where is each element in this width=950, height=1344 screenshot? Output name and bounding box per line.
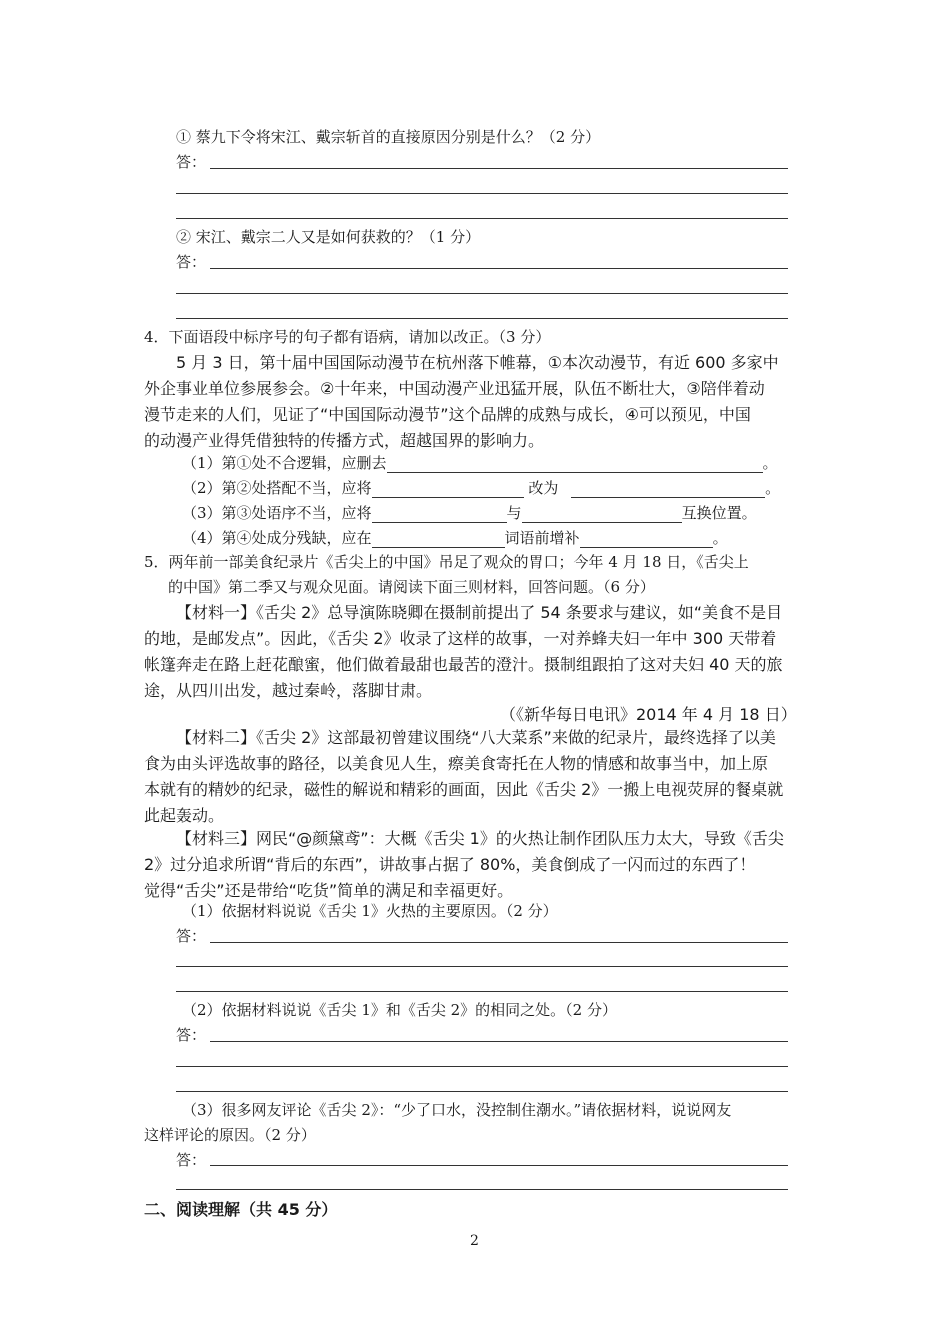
q5-material2-line: 食为由头评选故事的路径，以美食见人生，瘵美食寄托在人物的情感和故事当中，加上原 [144,754,769,773]
answer-line[interactable] [176,1189,788,1190]
fill-blank[interactable] [580,533,713,548]
q5-material1-line: 【材料一】《舌尖 2》总导演陈晓卿在摄制前提出了 54 条要求与建议，如“美食不是目 [176,603,783,622]
q4-item-3-mid: 与 [506,504,522,522]
q4-passage-line: 漫节走来的人们，见证了“中国国际动漫节”这个品牌的成熟与成长，④可以预见，中国 [144,405,751,424]
answer-line[interactable] [176,318,788,319]
fill-blank[interactable] [571,483,765,498]
q5-sub3-question-line: 这样评论的原因。（2 分） [144,1126,316,1144]
q5-material3-line: 【材料三】网民“@颜黛鸢”：大概《舌尖 1》的火热让制作团队压力太大，导致《舌尖 [176,829,784,848]
fill-blank[interactable] [372,533,505,548]
q4-passage-line: 5 月 3 日，第十届中国国际动漫节在杭州落下帷幕，①本次动漫节，有近 600 多家中 [176,353,779,372]
q5-title-line: 5．两年前一部美食纪录片《舌尖上的中国》吊足了观众的胃口；今年 4 月 18 日，《舌尖上 [144,553,749,571]
q5-title-line: 的中国》第二季又与观众见面。请阅读下面三则材料，回答问题。（6 分） [168,578,655,596]
fill-blank[interactable] [522,508,682,523]
q4-passage-line: 的动漫产业得凭借独特的传播方式，超越国界的影响力。 [144,431,545,450]
q4-item-2-text: （2）第②处搭配不当，应将 [182,479,372,497]
q5-sub1-question: （1）依据材料说说《舌尖 1》火热的主要原因。（2 分） [182,902,558,920]
q4-item-1-text: （1）第①处不合逻辑，应删去 [182,454,387,472]
q5-material3-line: 2》过分追求所谓“背后的东西”，讲故事占据了 80%，美食倒成了一闪而过的东西了！ [144,855,756,874]
q3-sub2-answer-label: 答： [176,253,207,271]
q4-item-2-mid: 改为 [528,479,559,497]
q4-item-3 [182,502,757,523]
q5-material3-line: 觉得“舌尖”还是带给“吃货”简单的满足和幸福更好。 [144,881,514,900]
answer-line[interactable] [176,966,788,967]
q5-material2-line: 【材料二】《舌尖 2》这部最初曾建议围绕“八大菜系”来做的纪录片，最终选择了以美 [176,728,776,747]
q4-item-4-text: （4）第④处成分残缺，应在 [182,529,372,547]
q4-item-4 [182,527,728,548]
q4-item-4-mid: 词语前增补 [504,529,580,547]
q3-sub2-question: ② 宋江、戴宗二人又是如何获救的？（1 分） [176,228,481,246]
answer-line[interactable] [210,1041,788,1042]
q4-item-1 [182,452,778,473]
answer-line[interactable] [176,991,788,992]
section-2-heading: 二、阅读理解（共 45 分） [144,1200,338,1219]
answer-line[interactable] [210,1165,788,1166]
q4-item-2 [182,477,780,498]
answer-line[interactable] [210,942,788,943]
q5-sub1-answer-label: 答： [176,927,207,945]
answer-line[interactable] [210,268,788,269]
q5-material1-line: 帐篷奔走在路上赶花酿蜜，他们做着最甜也最苦的澄汁。摄制组跟拍了这对夫妇 40 天的旅 [144,655,783,674]
q4-passage-line: 外企事业单位参展参会。②十年来，中国动漫产业迅猛开展，队伍不断壮大，③陪伴着动 [144,379,765,398]
answer-line[interactable] [176,293,788,294]
answer-line[interactable] [210,168,788,169]
answer-line[interactable] [176,1091,788,1092]
q4-item-3-text: （3）第③处语序不当，应将 [182,504,372,522]
q3-sub1-question: ① 蔡九下令将宋江、戴宗斩首的直接原因分别是什么？（2 分） [176,128,601,146]
q4-item-2-end: 。 [765,479,781,497]
q5-sub3-answer-label: 答： [176,1151,207,1169]
q5-sub3-question-line: （3）很多网友评论《舌尖 2》：“少了口水，没控制住潮水。”请依据材料，说说网友 [182,1101,732,1119]
page-number: 2 [470,1233,479,1249]
q5-material2-line: 本就有的精妙的纪录，磁性的解说和精彩的画面，因此《舌尖 2》一搬上电视荧屏的餐桌就 [144,780,784,799]
answer-line[interactable] [176,1066,788,1067]
fill-blank[interactable] [372,508,507,523]
fill-blank[interactable] [387,458,763,473]
q5-material1-source: （《新华每日电讯》2014 年 4 月 18 日） [500,705,797,724]
q4-item-3-end: 互换位置。 [681,504,757,522]
fill-blank[interactable] [372,483,524,498]
q5-sub2-answer-label: 答： [176,1026,207,1044]
q5-material1-line: 途，从四川出发，越过秦岭，落脚甘肃。 [144,681,433,700]
q5-material2-line: 此起轰动。 [144,806,225,825]
answer-line[interactable] [176,218,788,219]
q4-title: 4．下面语段中标序号的句子都有语病，请加以改正。（3 分） [144,328,551,346]
q3-sub1-answer-label: 答： [176,153,207,171]
q4-item-4-end: 。 [712,529,728,547]
q5-sub2-question: （2）依据材料说说《舌尖 1》和《舌尖 2》的相同之处。（2 分） [182,1001,617,1019]
answer-line[interactable] [176,193,788,194]
q5-material1-line: 的地，是邮发点”。因此，《舌尖 2》收录了这样的故事，一对养蜂夫妇一年中 300 天带着 [144,629,777,648]
q4-item-1-end: 。 [762,454,778,472]
